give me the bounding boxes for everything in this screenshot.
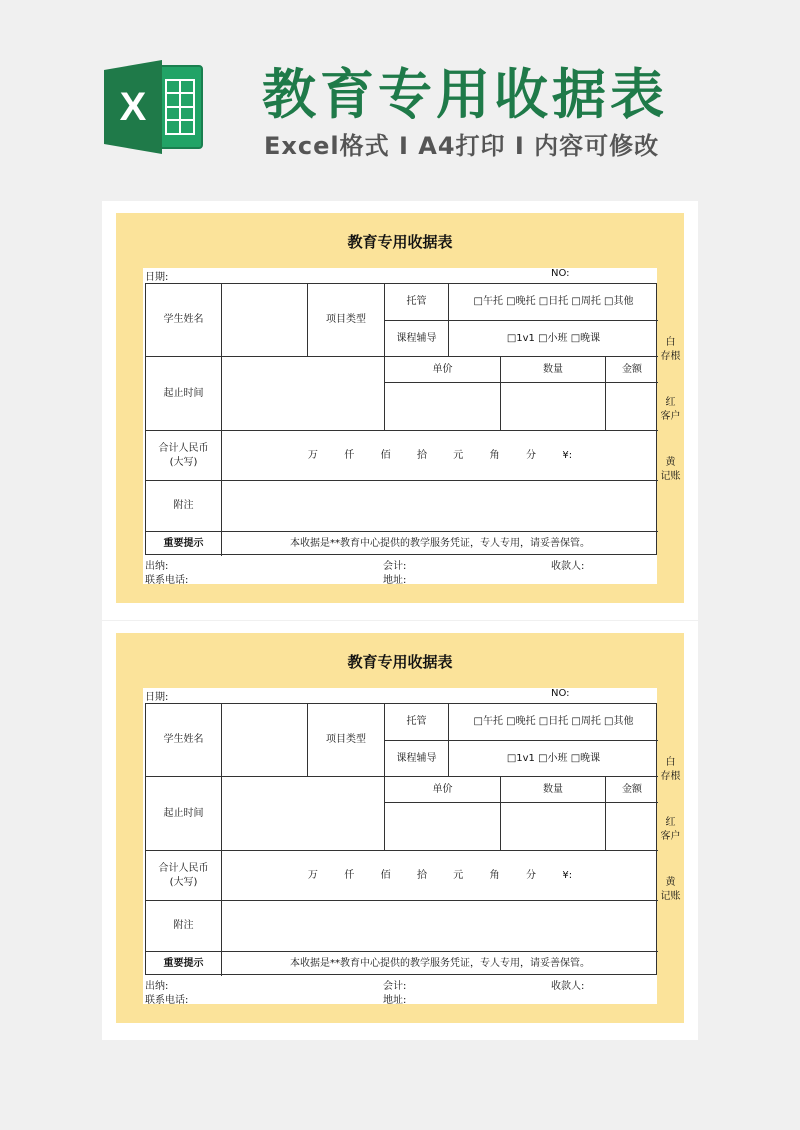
- quantity-label: 数量: [543, 363, 563, 375]
- student-name-label: 学生姓名: [163, 314, 204, 325]
- tuoguan-options[interactable]: □午托 □晚托 □日托 □周托 □其他: [473, 296, 634, 307]
- tutoring-label: 课程辅导: [396, 332, 437, 344]
- quantity-field[interactable]: [501, 803, 605, 850]
- unit-price-field[interactable]: [385, 803, 500, 850]
- project-type-label: 项目类型: [326, 314, 366, 325]
- period-field[interactable]: [222, 357, 384, 430]
- quantity-label: 数量: [543, 783, 563, 795]
- copy-red: 红 客户: [660, 817, 681, 842]
- total-rmb-label: 合计人民币 (大写): [158, 442, 209, 468]
- payee-label: 收款人:: [551, 981, 585, 992]
- receipt-2: [116, 633, 684, 1023]
- student-name-field[interactable]: [222, 704, 307, 776]
- remark-label: 附注: [173, 500, 194, 511]
- unit-price-field[interactable]: [385, 383, 500, 430]
- cashier-label: 出纳:: [145, 561, 169, 572]
- copy-red: 红 客户: [660, 397, 681, 422]
- tutoring-options[interactable]: □1v1 □小班 □晚课: [506, 332, 601, 344]
- cashier-label: 出纳:: [145, 981, 169, 992]
- no-label: NO:: [551, 268, 570, 279]
- tuoguan-options[interactable]: □午托 □晚托 □日托 □周托 □其他: [473, 716, 634, 727]
- accountant-label: 会计:: [383, 981, 407, 992]
- date-label: 日期:: [145, 272, 169, 283]
- payee-label: 收款人:: [551, 561, 585, 572]
- total-rmb-label: 合计人民币 (大写): [158, 862, 209, 888]
- tuoguan-label: 托管: [406, 296, 427, 307]
- phone-label: 联系电话:: [145, 995, 189, 1006]
- unit-price-label: 单价: [432, 363, 453, 375]
- remark-field[interactable]: [222, 901, 658, 951]
- page-title: 教育专用收据表: [262, 63, 668, 126]
- period-label: 起止时间: [163, 807, 204, 819]
- copy-white: 白 存根: [660, 757, 681, 782]
- important-label: 重要提示: [163, 538, 204, 549]
- receipt-body: [143, 688, 657, 1004]
- quantity-field[interactable]: [501, 383, 605, 430]
- excel-logo-icon: [104, 58, 204, 156]
- project-type-label: 项目类型: [326, 734, 366, 745]
- important-text: 本收据是**教育中心提供的教学服务凭证，专人专用，请妥善保管。: [290, 958, 590, 969]
- receipt-title: 教育专用收据表: [347, 653, 453, 671]
- tuoguan-label: 托管: [406, 716, 427, 727]
- amount-label: 金额: [622, 783, 642, 795]
- student-name-field[interactable]: [222, 284, 307, 356]
- page-subtitle: Excel格式 I A4打印 I 内容可修改: [264, 132, 660, 160]
- amount-field[interactable]: [606, 383, 658, 430]
- tutoring-label: 课程辅导: [396, 752, 437, 764]
- total-rmb-units[interactable]: 万 仟 佰 拾 元 角 分 ¥:: [307, 869, 573, 881]
- receipt-1: [116, 213, 684, 603]
- receipt-table: [145, 703, 657, 975]
- period-label: 起止时间: [163, 387, 204, 399]
- phone-label: 联系电话:: [145, 575, 189, 586]
- receipt-sheet-1: [102, 201, 698, 620]
- accountant-label: 会计:: [383, 561, 407, 572]
- period-field[interactable]: [222, 777, 384, 850]
- amount-field[interactable]: [606, 803, 658, 850]
- important-text: 本收据是**教育中心提供的教学服务凭证，专人专用，请妥善保管。: [290, 538, 590, 549]
- address-label: 地址:: [383, 995, 407, 1006]
- copy-yellow: 黄 记账: [660, 877, 681, 902]
- receipt-table: [145, 283, 657, 555]
- no-label: NO:: [551, 688, 570, 699]
- page-header: [0, 0, 800, 190]
- copy-yellow: 黄 记账: [660, 457, 681, 482]
- receipt-sheet-2: [102, 621, 698, 1040]
- remark-label: 附注: [173, 920, 194, 931]
- unit-price-label: 单价: [432, 783, 453, 795]
- important-label: 重要提示: [163, 958, 204, 969]
- amount-label: 金额: [622, 363, 642, 375]
- date-label: 日期:: [145, 692, 169, 703]
- student-name-label: 学生姓名: [163, 734, 204, 745]
- address-label: 地址:: [383, 575, 407, 586]
- receipt-title: 教育专用收据表: [347, 233, 453, 251]
- tutoring-options[interactable]: □1v1 □小班 □晚课: [506, 752, 601, 764]
- receipt-body: [143, 268, 657, 584]
- logo-letter: X: [119, 85, 147, 129]
- remark-field[interactable]: [222, 481, 658, 531]
- copy-white: 白 存根: [660, 337, 681, 362]
- total-rmb-units[interactable]: 万 仟 佰 拾 元 角 分 ¥:: [307, 449, 573, 461]
